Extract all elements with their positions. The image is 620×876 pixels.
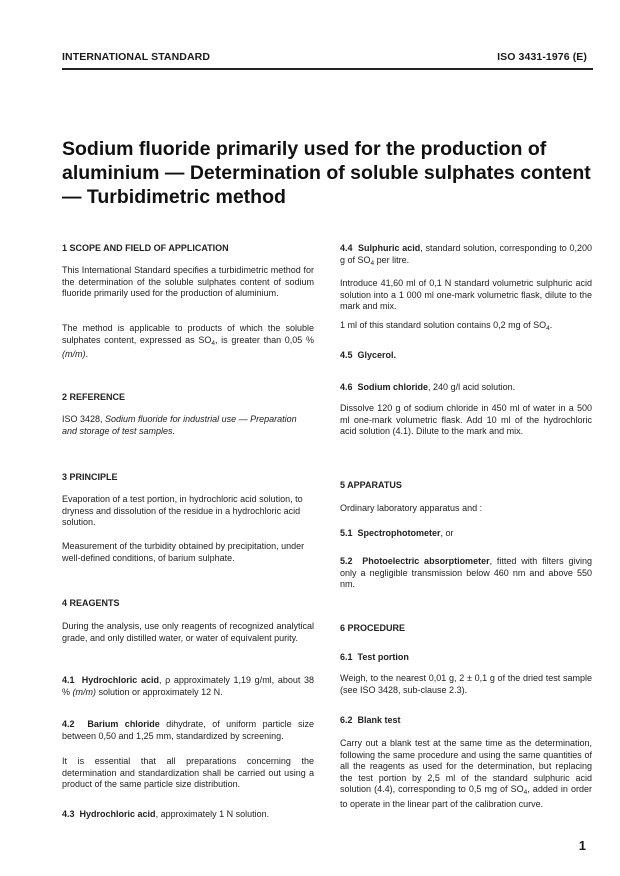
section-6-heading: 6 PROCEDURE bbox=[340, 623, 406, 633]
section-1-paragraph-2: The method is applicable to products of which the soluble sulphates content, expressed as $SO_4$, is greater than 0,05 % (m/m). bbox=[62, 323, 314, 359]
reagent-4-4-preparation: Introduce 41,60 ml of 0,1 N standard volumetric sulphuric acid solution into a 1 000 ml one-mark volumetric flask, dilute to the mark and mix. bbox=[340, 278, 592, 311]
reagent-4-6: 4.6 Sodium chloride, 240 g/l acid solution. bbox=[340, 382, 516, 392]
reagent-4-1: 4.1 Hydrochloric acid, ρ approximately 1,19 g/ml, about 38 % (m/m) solution or approximately 12 N. bbox=[62, 675, 314, 697]
apparatus-5-2: 5.2 Photoelectric absorptiometer, fitted with filters giving only a negligible transmission below 460 nm and above 550 nm. bbox=[340, 556, 592, 589]
section-5-paragraph: Ordinary laboratory apparatus and : bbox=[340, 503, 483, 513]
section-1-paragraph-1: This International Standard specifies a turbidimetric method for the determination of the soluble sulphates content of sodium fluoride primarily used for the production of aluminium. bbox=[62, 265, 314, 298]
right-column bbox=[340, 0, 592, 876]
apparatus-5-1: 5.1 Spectrophotometer, or bbox=[340, 528, 454, 538]
procedure-6-2-text: Carry out a blank test at the same time as the determination, following the same procedure and using the same quantities of all the reagents as used for the determination, but replacing the test portion by 2,5 ml of the standard sulphuric acid solution (4.4), corresponding to 0,5 mg of $SO_4$, added in order to operate in the linear part of the calibration curve. bbox=[340, 738, 592, 809]
section-1-heading: 1 SCOPE AND FIELD OF APPLICATION bbox=[62, 243, 229, 253]
section-4-paragraph: During the analysis, use only reagents of recognized analytical grade, and only distilled water, or water of equivalent purity. bbox=[62, 621, 314, 643]
section-3-paragraph-2: Measurement of the turbidity obtained by precipitation, under well-defined conditions, of barium sulphate. bbox=[62, 541, 305, 563]
reagent-4-5: 4.5 Glycerol. bbox=[340, 350, 397, 360]
section-3-heading: 3 PRINCIPLE bbox=[62, 472, 118, 482]
left-column bbox=[62, 0, 314, 876]
section-3-paragraph-1: Evaporation of a test portion, in hydrochloric acid solution, to dryness and dissolution of the residue in a hydrochloric acid solution. bbox=[62, 494, 303, 527]
reagent-4-6-preparation: Dissolve 120 g of sodium chloride in 450 ml of water in a 500 ml one-mark volumetric flask. Add 10 ml of the hydrochloric acid solution (4.1). Dilute to the mark and mix. bbox=[340, 403, 592, 436]
procedure-6-2-heading: 6.2 Blank test bbox=[340, 715, 401, 725]
section-2-heading: 2 REFERENCE bbox=[62, 392, 126, 402]
reagent-4-4: 4.4 Sulphuric acid, standard solution, corresponding to 0,200 g of $SO_4$ per litre. bbox=[340, 243, 592, 267]
procedure-6-1-heading: 6.1 Test portion bbox=[340, 652, 409, 662]
reagent-4-4-concentration: 1 ml of this standard solution contains 0,2 mg of $SO_4$. bbox=[340, 320, 553, 332]
section-2-paragraph: ISO 3428, Sodium fluoride for industrial use — Preparation and storage of test samples. bbox=[62, 414, 297, 436]
reagent-4-3: 4.3 Hydrochloric acid, approximately 1 N solution. bbox=[62, 809, 270, 819]
section-4-heading: 4 REAGENTS bbox=[62, 598, 120, 608]
reagent-4-2-note: It is essential that all preparations concerning the determination and standardization shall be carried out using a product of the same particle size distribution. bbox=[62, 756, 314, 789]
header-document-number: ISO 3431-1976 (E) bbox=[497, 51, 587, 63]
procedure-6-1-text: Weigh, to the nearest 0,01 g, 2 ± 0,1 g of the dried test sample (see ISO 3428, sub-clause 2.3). bbox=[340, 673, 592, 695]
header-standard-label: INTERNATIONAL STANDARD bbox=[62, 51, 211, 63]
page-number: 1 bbox=[578, 838, 586, 853]
reagent-4-2: 4.2 Barium chloride dihydrate, of uniform particle size between 0,50 and 1,25 mm, standardized by screening. bbox=[62, 719, 315, 741]
document-title: Sodium fluoride primarily used for the production of aluminium — Determination of soluble sulphates content — Turbidimetric method bbox=[62, 138, 591, 208]
section-5-heading: 5 APPARATUS bbox=[340, 480, 402, 490]
